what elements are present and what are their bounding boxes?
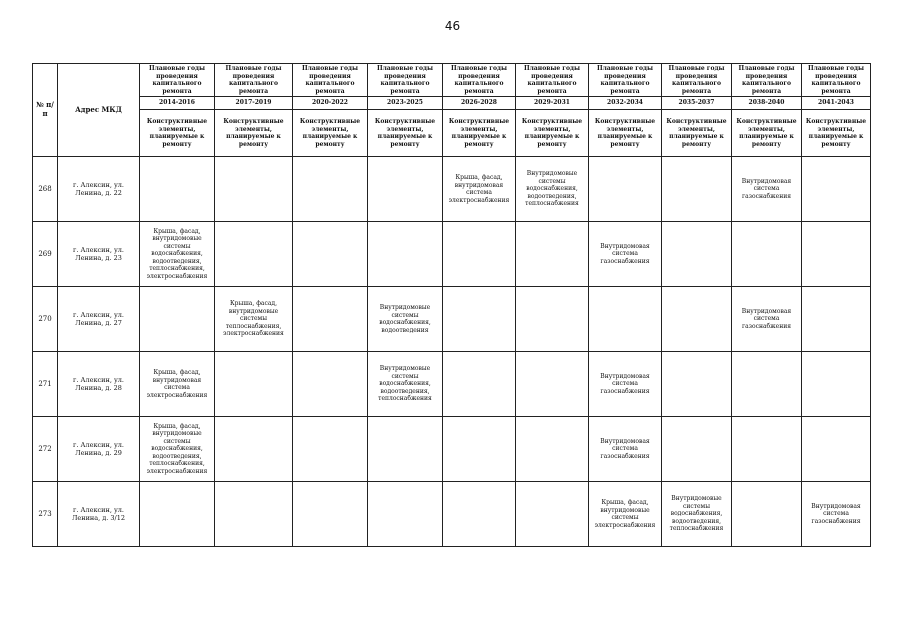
table-cell bbox=[732, 352, 802, 417]
years-header: 2023-2025 bbox=[368, 97, 443, 110]
table-cell bbox=[293, 222, 368, 287]
table-cell bbox=[140, 482, 215, 547]
years-header: 2026-2028 bbox=[443, 97, 516, 110]
table-cell bbox=[732, 482, 802, 547]
table-cell bbox=[802, 287, 871, 352]
row-number: 271 bbox=[33, 352, 58, 417]
page-number: 46 bbox=[444, 19, 461, 33]
row-number: 269 bbox=[33, 222, 58, 287]
table-cell bbox=[516, 352, 589, 417]
table-row bbox=[33, 352, 871, 417]
table-row bbox=[33, 157, 871, 222]
table-cell bbox=[293, 352, 368, 417]
table-cell: Крыша, фасад, внутридомовая система электроснабжения bbox=[140, 352, 215, 417]
table-cell bbox=[516, 417, 589, 482]
address-header: Адрес МКД bbox=[58, 64, 140, 157]
row-number: 272 bbox=[33, 417, 58, 482]
row-number: 268 bbox=[33, 157, 58, 222]
row-address: г. Алексин, ул. Ленина, д. 23 bbox=[58, 222, 140, 287]
table-cell: Внутридомовые системы водоснабжения, водоотведения, теплоснабжения bbox=[662, 482, 732, 547]
years-header: 2032-2034 bbox=[589, 97, 662, 110]
table-cell bbox=[443, 287, 516, 352]
num-header: № п/п bbox=[33, 64, 58, 157]
elements-header: Конструктивные элементы, планируемые к ремонту bbox=[802, 110, 871, 157]
years-header: 2029-2031 bbox=[516, 97, 589, 110]
elements-header: Конструктивные элементы, планируемые к ремонту bbox=[589, 110, 662, 157]
elements-header: Конструктивные элементы, планируемые к ремонту bbox=[516, 110, 589, 157]
table-row bbox=[33, 482, 871, 547]
table-cell bbox=[662, 222, 732, 287]
row-number: 270 bbox=[33, 287, 58, 352]
years-header: 2041-2043 bbox=[802, 97, 871, 110]
period-header: Плановые годы проведения капитального ремонта bbox=[443, 64, 516, 97]
years-header: 2014-2016 bbox=[140, 97, 215, 110]
period-header: Плановые годы проведения капитального ремонта bbox=[589, 64, 662, 97]
table-cell bbox=[662, 417, 732, 482]
table-cell bbox=[443, 222, 516, 287]
elements-header: Конструктивные элементы, планируемые к ремонту bbox=[140, 110, 215, 157]
table-cell bbox=[802, 157, 871, 222]
table-cell bbox=[802, 352, 871, 417]
table-cell: Крыша, фасад, внутридомовые системы электроснабжения bbox=[589, 482, 662, 547]
elements-header: Конструктивные элементы, планируемые к ремонту bbox=[443, 110, 516, 157]
table-cell: Крыша, фасад, внутридомовые системы водоснабжения, водоотведения, теплоснабжения, электроснабжения bbox=[140, 222, 215, 287]
row-number: 273 bbox=[33, 482, 58, 547]
table-cell bbox=[662, 157, 732, 222]
table-row bbox=[33, 287, 871, 352]
table-cell bbox=[589, 157, 662, 222]
table-cell bbox=[215, 157, 293, 222]
row-address: г. Алексин, ул. Ленина, д. 3/12 bbox=[58, 482, 140, 547]
table-cell bbox=[215, 482, 293, 547]
table-cell: Внутридомовая система газоснабжения bbox=[589, 352, 662, 417]
years-header: 2020-2022 bbox=[293, 97, 368, 110]
row-address: г. Алексин, ул. Ленина, д. 28 bbox=[58, 352, 140, 417]
table-cell bbox=[368, 482, 443, 547]
period-header: Плановые годы проведения капитального ремонта bbox=[140, 64, 215, 97]
table-cell bbox=[293, 157, 368, 222]
elements-header: Конструктивные элементы, планируемые к ремонту bbox=[368, 110, 443, 157]
table-cell bbox=[215, 352, 293, 417]
table-cell bbox=[368, 417, 443, 482]
table-cell bbox=[140, 157, 215, 222]
table-cell bbox=[443, 417, 516, 482]
period-header: Плановые годы проведения капитального ремонта bbox=[802, 64, 871, 97]
table-cell bbox=[802, 417, 871, 482]
table-cell bbox=[215, 417, 293, 482]
table-cell bbox=[516, 482, 589, 547]
table-cell: Внутридомовые системы водоснабжения, водоотведения, теплоснабжения bbox=[516, 157, 589, 222]
table-cell bbox=[443, 352, 516, 417]
header-row-period bbox=[33, 64, 871, 97]
header-row-years bbox=[33, 97, 871, 110]
table-cell: Крыша, фасад, внутридомовая система электроснабжения bbox=[443, 157, 516, 222]
capital-repair-table bbox=[32, 63, 871, 547]
row-address: г. Алексин, ул. Ленина, д. 29 bbox=[58, 417, 140, 482]
table-cell: Внутридомовая система газоснабжения bbox=[732, 157, 802, 222]
years-header: 2035-2037 bbox=[662, 97, 732, 110]
table-cell: Внутридомовые системы водоснабжения, водоотведения, теплоснабжения bbox=[368, 352, 443, 417]
period-header: Плановые годы проведения капитального ремонта bbox=[293, 64, 368, 97]
table-cell bbox=[293, 417, 368, 482]
period-header: Плановые годы проведения капитального ремонта bbox=[662, 64, 732, 97]
table-cell bbox=[368, 222, 443, 287]
elements-header: Конструктивные элементы, планируемые к ремонту bbox=[215, 110, 293, 157]
table-cell bbox=[589, 287, 662, 352]
table-cell: Внутридомовая система газоснабжения bbox=[732, 287, 802, 352]
table-cell bbox=[662, 352, 732, 417]
table-cell: Крыша, фасад, внутридомовые системы водоснабжения, водоотведения, теплоснабжения, электроснабжения bbox=[140, 417, 215, 482]
table-cell bbox=[368, 157, 443, 222]
period-header: Плановые годы проведения капитального ремонта bbox=[215, 64, 293, 97]
row-address: г. Алексин, ул. Ленина, д. 22 bbox=[58, 157, 140, 222]
table-cell bbox=[732, 417, 802, 482]
table-cell bbox=[293, 482, 368, 547]
table-cell bbox=[516, 222, 589, 287]
table-cell bbox=[802, 222, 871, 287]
table-cell bbox=[140, 287, 215, 352]
table-cell: Внутридомовая система газоснабжения bbox=[589, 417, 662, 482]
table-cell bbox=[732, 222, 802, 287]
table-cell: Внутридомовые системы водоснабжения, водоотведения bbox=[368, 287, 443, 352]
table-cell: Внутридомовая система газоснабжения bbox=[589, 222, 662, 287]
table-cell bbox=[293, 287, 368, 352]
row-address: г. Алексин, ул. Ленина, д. 27 bbox=[58, 287, 140, 352]
period-header: Плановые годы проведения капитального ремонта bbox=[516, 64, 589, 97]
table-cell: Крыша, фасад, внутридомовые системы теплоснабжения, электроснабжения bbox=[215, 287, 293, 352]
table-cell bbox=[215, 222, 293, 287]
elements-header: Конструктивные элементы, планируемые к ремонту bbox=[293, 110, 368, 157]
header-row-elements bbox=[33, 110, 871, 157]
table-cell bbox=[516, 287, 589, 352]
elements-header: Конструктивные элементы, планируемые к ремонту bbox=[662, 110, 732, 157]
elements-header: Конструктивные элементы, планируемые к ремонту bbox=[732, 110, 802, 157]
table-cell bbox=[662, 287, 732, 352]
table-cell: Внутридомовая система газоснабжения bbox=[802, 482, 871, 547]
table-cell bbox=[443, 482, 516, 547]
table-row bbox=[33, 222, 871, 287]
table-row bbox=[33, 417, 871, 482]
years-header: 2038-2040 bbox=[732, 97, 802, 110]
period-header: Плановые годы проведения капитального ремонта bbox=[732, 64, 802, 97]
period-header: Плановые годы проведения капитального ремонта bbox=[368, 64, 443, 97]
years-header: 2017-2019 bbox=[215, 97, 293, 110]
